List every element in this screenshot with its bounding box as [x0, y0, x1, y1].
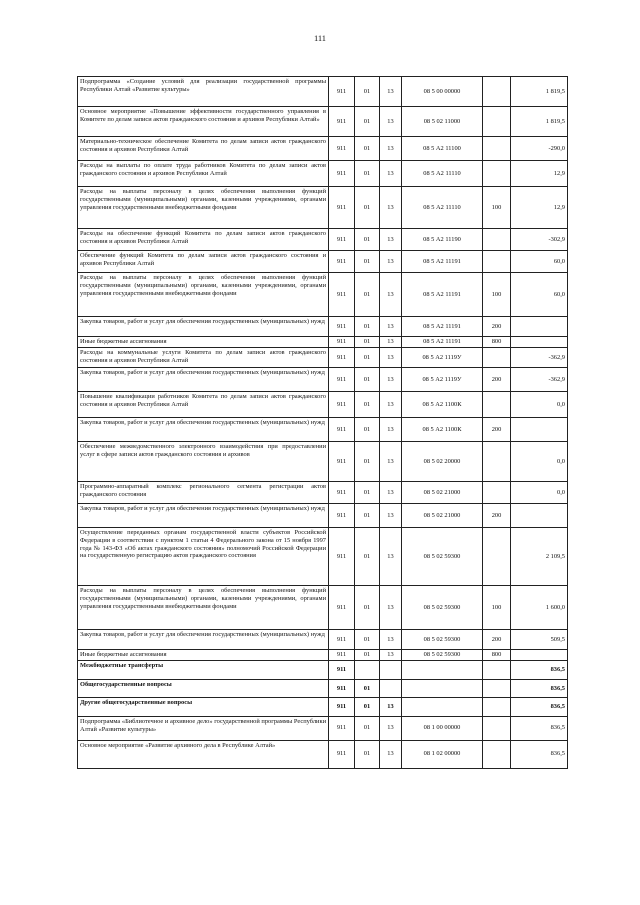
row-target-article-cell: 08 5 02 59300: [402, 630, 483, 650]
row-target-article-cell: 08 5 А2 11191: [402, 273, 483, 317]
row-grbs-cell: 911: [329, 337, 355, 348]
page-number: 111: [313, 33, 327, 43]
row-grbs-cell: 911: [329, 716, 355, 740]
row-section-cell: 01: [355, 251, 380, 273]
row-subsection-cell: 13: [380, 161, 402, 187]
row-subsection-cell: 13: [380, 392, 402, 418]
row-grbs-cell: 911: [329, 187, 355, 229]
row-name-cell: Расходы на обеспечение функций Комитета по делам записи актов гражданского состояния и архивов Республики Алтай: [78, 229, 329, 251]
row-section-cell: 01: [355, 348, 380, 368]
row-change-amount-cell: [511, 337, 568, 348]
row-change-amount-cell: 1 600,0: [511, 586, 568, 630]
row-name-cell: Межбюджетные трансферты: [78, 661, 329, 680]
row-section-cell: 01: [355, 650, 380, 661]
row-target-article-cell: 08 5 02 21000: [402, 504, 483, 528]
row-target-article-cell: 08 5 А2 11191: [402, 317, 483, 337]
row-grbs-cell: 911: [329, 273, 355, 317]
row-expense-type-cell: 100: [483, 273, 511, 317]
row-grbs-cell: 911: [329, 368, 355, 392]
row-grbs-cell: 911: [329, 348, 355, 368]
row-name-cell: Осуществление переданных органам государственной власти субъектов Российской Федерации в соответствии с пунктом 1 статьи 4 Федерального закона от 15 ноября 1997 года № 143-ФЗ «Об актах гражданского состояния» полномочий Российской Федерации на государственную регистрацию актов гражданского состояния: [78, 528, 329, 586]
row-section-cell: 01: [355, 368, 380, 392]
row-subsection-cell: 13: [380, 630, 402, 650]
row-change-amount-cell: [511, 317, 568, 337]
row-change-amount-cell: 836,5: [511, 679, 568, 698]
row-grbs-cell: 911: [329, 77, 355, 107]
row-target-article-cell: 08 5 А2 11190: [402, 229, 483, 251]
row-name-cell: Обеспечение функций Комитета по делам записи актов гражданского состояния и архивов Республики Алтай: [78, 251, 329, 273]
row-grbs-cell: 911: [329, 661, 355, 680]
row-change-amount-cell: 836,5: [511, 661, 568, 680]
table-row: [78, 630, 568, 650]
row-expense-type-cell: [483, 442, 511, 482]
row-subsection-cell: 13: [380, 698, 402, 717]
row-grbs-cell: 911: [329, 504, 355, 528]
row-name-cell: Общегосударственные вопросы: [78, 679, 329, 698]
row-expense-type-cell: [483, 348, 511, 368]
row-section-cell: 01: [355, 337, 380, 348]
row-section-cell: 01: [355, 187, 380, 229]
row-expense-type-cell: 800: [483, 337, 511, 348]
row-section-cell: 01: [355, 482, 380, 504]
row-name-cell: Иные бюджетные ассигнования: [78, 650, 329, 661]
row-expense-type-cell: 200: [483, 368, 511, 392]
table-row: [78, 504, 568, 528]
row-expense-type-cell: [483, 392, 511, 418]
row-target-article-cell: 08 5 А2 11191: [402, 251, 483, 273]
row-subsection-cell: [380, 679, 402, 698]
row-expense-type-cell: [483, 716, 511, 740]
row-expense-type-cell: [483, 107, 511, 137]
row-subsection-cell: 13: [380, 650, 402, 661]
row-section-cell: 01: [355, 528, 380, 586]
row-subsection-cell: 13: [380, 251, 402, 273]
table-row: [78, 716, 568, 740]
table-row: [78, 77, 568, 107]
row-target-article-cell: 08 5 А2 11100: [402, 137, 483, 161]
table-row: [78, 392, 568, 418]
row-change-amount-cell: 60,0: [511, 273, 568, 317]
budget-table-body: [78, 77, 568, 769]
row-target-article-cell: [402, 679, 483, 698]
row-name-cell: Материально-техническое обеспечение Комитета по делам записи актов гражданского состояния и архивов Республики Алтай: [78, 137, 329, 161]
table-row: [78, 528, 568, 586]
row-subsection-cell: 13: [380, 77, 402, 107]
table-row: [78, 229, 568, 251]
row-change-amount-cell: 0,0: [511, 442, 568, 482]
row-target-article-cell: 08 5 02 59300: [402, 586, 483, 630]
row-target-article-cell: 08 5 00 00000: [402, 77, 483, 107]
row-name-cell: Основное мероприятие «Развитие архивного дела в Республике Алтай»: [78, 740, 329, 768]
row-change-amount-cell: 836,5: [511, 698, 568, 717]
row-subsection-cell: 13: [380, 586, 402, 630]
row-grbs-cell: 911: [329, 442, 355, 482]
row-section-cell: 01: [355, 317, 380, 337]
row-section-cell: 01: [355, 504, 380, 528]
row-target-article-cell: 08 5 02 20000: [402, 442, 483, 482]
row-grbs-cell: 911: [329, 107, 355, 137]
row-section-cell: 01: [355, 586, 380, 630]
row-change-amount-cell: 12,9: [511, 161, 568, 187]
row-name-cell: Расходы на выплаты персоналу в целях обеспечения выполнения функций государственными (муниципальными) органами, казенными учреждениями, органами управления государственными внебюджетными фондами: [78, 586, 329, 630]
row-subsection-cell: 13: [380, 740, 402, 768]
row-target-article-cell: [402, 698, 483, 717]
row-expense-type-cell: 100: [483, 187, 511, 229]
row-target-article-cell: 08 5 А2 1119У: [402, 368, 483, 392]
row-target-article-cell: 08 5 02 11000: [402, 107, 483, 137]
row-name-cell: Другие общегосударственные вопросы: [78, 698, 329, 717]
row-name-cell: Закупка товаров, работ и услуг для обеспечения государственных (муниципальных) нужд: [78, 504, 329, 528]
row-name-cell: Закупка товаров, работ и услуг для обеспечения государственных (муниципальных) нужд: [78, 630, 329, 650]
row-target-article-cell: 08 5 02 59300: [402, 528, 483, 586]
row-expense-type-cell: [483, 251, 511, 273]
table-row: [78, 273, 568, 317]
row-name-cell: Закупка товаров, работ и услуг для обеспечения государственных (муниципальных) нужд: [78, 317, 329, 337]
row-name-cell: Подпрограмма «Создание условий для реализации государственной программы Республики Алтай «Развитие культуры»: [78, 77, 329, 107]
table-row: [78, 482, 568, 504]
row-change-amount-cell: -290,0: [511, 137, 568, 161]
row-target-article-cell: 08 5 А2 1119У: [402, 348, 483, 368]
row-section-cell: [355, 661, 380, 680]
row-target-article-cell: 08 5 А2 1100К: [402, 392, 483, 418]
row-name-cell: Расходы на коммунальные услуги Комитета по делам записи актов гражданского состояния и архивов Республики Алтай: [78, 348, 329, 368]
row-change-amount-cell: -362,9: [511, 368, 568, 392]
row-section-cell: 01: [355, 77, 380, 107]
row-change-amount-cell: 836,5: [511, 716, 568, 740]
row-grbs-cell: 911: [329, 528, 355, 586]
row-expense-type-cell: [483, 161, 511, 187]
row-change-amount-cell: 509,5: [511, 630, 568, 650]
table-row: [78, 650, 568, 661]
table-row: [78, 698, 568, 717]
row-subsection-cell: 13: [380, 107, 402, 137]
row-grbs-cell: 911: [329, 161, 355, 187]
row-section-cell: 01: [355, 392, 380, 418]
row-subsection-cell: 13: [380, 418, 402, 442]
row-change-amount-cell: 12,9: [511, 187, 568, 229]
table-row: [78, 442, 568, 482]
row-change-amount-cell: 2 109,5: [511, 528, 568, 586]
row-grbs-cell: 911: [329, 630, 355, 650]
row-expense-type-cell: [483, 528, 511, 586]
table-row: [78, 137, 568, 161]
row-grbs-cell: 911: [329, 650, 355, 661]
row-expense-type-cell: [483, 137, 511, 161]
row-target-article-cell: 08 5 А2 1100К: [402, 418, 483, 442]
row-subsection-cell: [380, 661, 402, 680]
table-row: [78, 251, 568, 273]
row-change-amount-cell: 0,0: [511, 392, 568, 418]
row-change-amount-cell: [511, 650, 568, 661]
row-section-cell: 01: [355, 630, 380, 650]
row-grbs-cell: 911: [329, 586, 355, 630]
row-target-article-cell: 08 1 00 00000: [402, 716, 483, 740]
row-subsection-cell: 13: [380, 528, 402, 586]
row-expense-type-cell: [483, 661, 511, 680]
row-grbs-cell: 911: [329, 251, 355, 273]
row-section-cell: 01: [355, 442, 380, 482]
row-expense-type-cell: 800: [483, 650, 511, 661]
row-name-cell: Обеспечение межведомственного электронного взаимодействия при предоставлении услуг в сфере записи актов гражданского состояния и архивов: [78, 442, 329, 482]
row-name-cell: Иные бюджетные ассигнования: [78, 337, 329, 348]
row-target-article-cell: 08 5 А2 11110: [402, 187, 483, 229]
row-change-amount-cell: -362,9: [511, 348, 568, 368]
row-section-cell: 01: [355, 418, 380, 442]
row-subsection-cell: 13: [380, 273, 402, 317]
row-change-amount-cell: [511, 504, 568, 528]
table-row: [78, 679, 568, 698]
row-target-article-cell: 08 1 02 00000: [402, 740, 483, 768]
row-grbs-cell: 911: [329, 740, 355, 768]
table-row: [78, 661, 568, 680]
table-row: [78, 107, 568, 137]
row-target-article-cell: [402, 661, 483, 680]
table-row: [78, 337, 568, 348]
row-subsection-cell: 13: [380, 504, 402, 528]
row-section-cell: 01: [355, 698, 380, 717]
table-row: [78, 187, 568, 229]
row-change-amount-cell: -302,9: [511, 229, 568, 251]
row-change-amount-cell: 836,5: [511, 740, 568, 768]
row-target-article-cell: 08 5 02 21000: [402, 482, 483, 504]
row-section-cell: 01: [355, 740, 380, 768]
row-expense-type-cell: [483, 740, 511, 768]
row-name-cell: Расходы на выплаты по оплате труда работников Комитета по делам записи актов гражданского состояния и архивов Республики Алтай: [78, 161, 329, 187]
row-expense-type-cell: [483, 77, 511, 107]
row-expense-type-cell: [483, 482, 511, 504]
table-row: [78, 161, 568, 187]
row-name-cell: Закупка товаров, работ и услуг для обеспечения государственных (муниципальных) нужд: [78, 418, 329, 442]
row-name-cell: Основное мероприятие «Повышение эффективности государственного управления в Комитете по делам записи актов гражданского состояния и архивов Республики Алтай»: [78, 107, 329, 137]
row-expense-type-cell: 200: [483, 630, 511, 650]
row-subsection-cell: 13: [380, 482, 402, 504]
row-grbs-cell: 911: [329, 418, 355, 442]
table-row: [78, 317, 568, 337]
row-target-article-cell: 08 5 02 59300: [402, 650, 483, 661]
row-name-cell: Программно-аппаратный комплекс регионального сегмента регистрации актов гражданского состояния: [78, 482, 329, 504]
row-name-cell: Подпрограмма «Библиотечное и архивное дело» государственной программы Республики Алтай «Развитие культуры»: [78, 716, 329, 740]
row-expense-type-cell: 200: [483, 504, 511, 528]
row-section-cell: 01: [355, 716, 380, 740]
table-row: [78, 348, 568, 368]
row-target-article-cell: 08 5 А2 11191: [402, 337, 483, 348]
row-expense-type-cell: [483, 229, 511, 251]
row-subsection-cell: 13: [380, 317, 402, 337]
row-subsection-cell: 13: [380, 229, 402, 251]
table-row: [78, 418, 568, 442]
row-expense-type-cell: [483, 698, 511, 717]
row-grbs-cell: 911: [329, 317, 355, 337]
row-subsection-cell: 13: [380, 337, 402, 348]
row-subsection-cell: 13: [380, 716, 402, 740]
row-name-cell: Расходы на выплаты персоналу в целях обеспечения выполнения функций государственными (муниципальными) органами, казенными учреждениями, органами управления государственными внебюджетными фондами: [78, 187, 329, 229]
row-subsection-cell: 13: [380, 368, 402, 392]
row-change-amount-cell: 0,0: [511, 482, 568, 504]
row-change-amount-cell: 60,0: [511, 251, 568, 273]
row-expense-type-cell: 200: [483, 317, 511, 337]
row-change-amount-cell: [511, 418, 568, 442]
row-section-cell: 01: [355, 679, 380, 698]
row-section-cell: 01: [355, 161, 380, 187]
row-subsection-cell: 13: [380, 187, 402, 229]
row-grbs-cell: 911: [329, 137, 355, 161]
row-expense-type-cell: 200: [483, 418, 511, 442]
row-grbs-cell: 911: [329, 679, 355, 698]
row-section-cell: 01: [355, 107, 380, 137]
row-subsection-cell: 13: [380, 348, 402, 368]
row-section-cell: 01: [355, 273, 380, 317]
table-row: [78, 586, 568, 630]
table-row: [78, 740, 568, 768]
row-change-amount-cell: 1 819,5: [511, 77, 568, 107]
row-section-cell: 01: [355, 137, 380, 161]
row-grbs-cell: 911: [329, 698, 355, 717]
row-target-article-cell: 08 5 А2 11110: [402, 161, 483, 187]
row-section-cell: 01: [355, 229, 380, 251]
row-grbs-cell: 911: [329, 229, 355, 251]
row-subsection-cell: 13: [380, 442, 402, 482]
budget-table: [77, 76, 568, 769]
row-expense-type-cell: [483, 679, 511, 698]
row-name-cell: Повышение квалификации работников Комитета по делам записи актов гражданского состояния и архивов Республики Алтай: [78, 392, 329, 418]
row-grbs-cell: 911: [329, 482, 355, 504]
row-expense-type-cell: 100: [483, 586, 511, 630]
row-change-amount-cell: 1 819,5: [511, 107, 568, 137]
row-subsection-cell: 13: [380, 137, 402, 161]
row-name-cell: Расходы на выплаты персоналу в целях обеспечения выполнения функций государственными (муниципальными) органами, казенными учреждениями, органами управления государственными внебюджетными фондами: [78, 273, 329, 317]
table-row: [78, 368, 568, 392]
row-grbs-cell: 911: [329, 392, 355, 418]
row-name-cell: Закупка товаров, работ и услуг для обеспечения государственных (муниципальных) нужд: [78, 368, 329, 392]
